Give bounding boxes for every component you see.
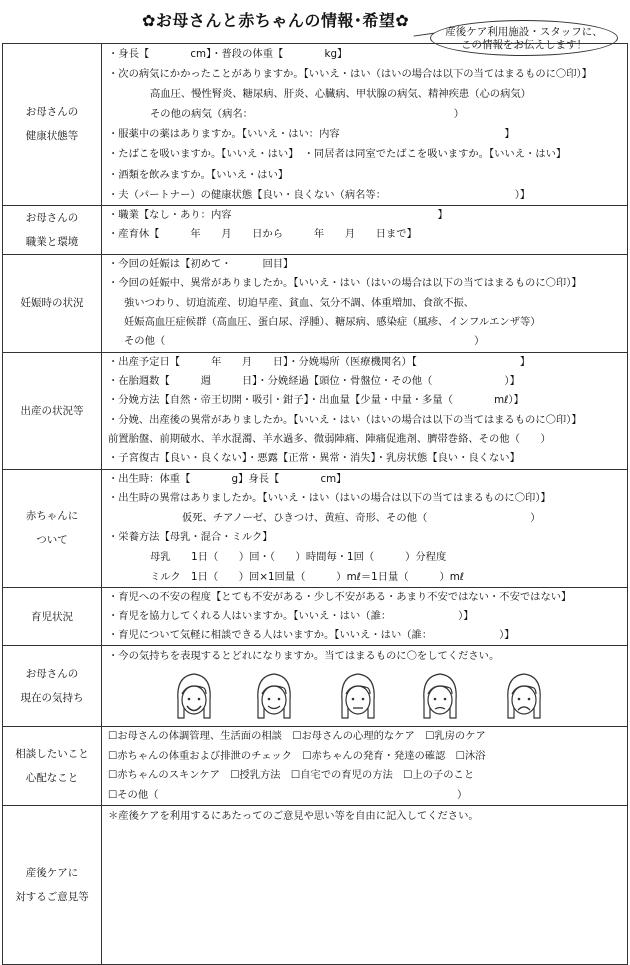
- form-line[interactable]: ・分娩方法【自然・帝王切開・吸引・鉗子】・出血量【少量・中量・多量（ mℓ）】: [108, 394, 524, 407]
- form-line[interactable]: その他の病気（病名： ）: [150, 108, 465, 121]
- form-section: [3, 205, 628, 254]
- consult-checkbox-line[interactable]: ☐赤ちゃんのスキンケア ☐授乳方法 ☐自宅での育児の方法 ☐上の子のこと: [108, 769, 475, 782]
- section-label: [3, 205, 102, 254]
- very-happy-face-icon[interactable]: [174, 670, 214, 722]
- form-section: [3, 44, 628, 206]
- section-label-line: 心配なこと: [25, 772, 79, 785]
- form-line[interactable]: ・次の病気にかかったことがありますか。【いいえ・はい（はいの場合は以下の当てはまるものに〇印）】: [108, 68, 592, 81]
- section-label-line: 相談したいこと: [15, 748, 89, 761]
- section-label: [3, 352, 102, 469]
- form-line[interactable]: 強いつわり、切迫流産、切迫早産、貧血、気分不調、体重増加、食欲不振、: [124, 296, 475, 309]
- section-label: [3, 588, 102, 646]
- section-content: [102, 727, 628, 806]
- feelings-question: ・今の気持ちを表現するとどれになりますか。当てはまるものに〇をしてください。: [108, 650, 500, 663]
- form-line[interactable]: ミルク 1日（ ）回×1回量（ ）mℓ＝1日量（ ）mℓ: [150, 570, 465, 583]
- form-section: [3, 352, 628, 469]
- section-content: [102, 646, 628, 727]
- consult-checkbox-line[interactable]: ☐お母さんの体調管理、生活面の相談 ☐お母さんの心理的なケア ☐乳房のケア: [108, 730, 486, 743]
- form-line[interactable]: ・産育休【 年 月 日から 年 月 日まで】: [108, 227, 417, 240]
- form-line[interactable]: ・今回の妊娠は【初めて・ 回目】: [108, 257, 294, 270]
- form-line[interactable]: ・たばこを吸いますか。【いいえ・はい】 ・同居者は同室でたばこを吸いますか。【いいえ・はい】: [108, 148, 567, 161]
- bubble-line-1: 産後ケア利用施設・スタッフに、: [445, 26, 603, 38]
- section-label: [3, 469, 102, 588]
- form-line[interactable]: ・服薬中の薬はありますか。【いいえ・はい：内容 】: [108, 128, 515, 141]
- form-line[interactable]: ・職業【なし・あり：内容 】: [108, 208, 448, 221]
- form-line[interactable]: ・栄養方法【母乳・混合・ミルク】: [108, 531, 273, 544]
- form-line[interactable]: 高血圧、慢性腎炎、糖尿病、肝炎、心臓病、甲状腺の病気、精神疾患（心の病気）: [150, 88, 531, 101]
- form-line[interactable]: ・今回の妊娠中、異常がありましたか。【いいえ・はい（はいの場合は以下の当てはまるものに〇印）】: [108, 277, 582, 290]
- form-line[interactable]: 母乳 1日（ ）回・（ ）時間毎・1回（ ）分程度: [150, 550, 447, 563]
- form-line[interactable]: ・育児を協力してくれる人はいますか。【いいえ・はい（誰： ）】: [108, 610, 474, 623]
- form-line[interactable]: ・分娩、出産後の異常がありましたか。【いいえ・はい（はいの場合は以下の当てはまるものに〇印）】: [108, 413, 582, 426]
- section-label-line: 対するご意見等: [15, 891, 89, 904]
- form-line[interactable]: ・育児について気軽に相談できる人はいますか。【いいえ・はい（誰： ）】: [108, 629, 515, 642]
- form-line[interactable]: ・在胎週数【 週 日】・分娩経過【頭位・骨盤位・その他（ ）】: [108, 375, 520, 388]
- form-section: [3, 469, 628, 588]
- section-content: [102, 44, 628, 206]
- form-line[interactable]: 妊娠高血圧症候群（高血圧、蛋白尿、浮腫）、糖尿病、感染症（風疹、インフルエンザ等）: [124, 315, 541, 328]
- section-content: [102, 205, 628, 254]
- form-line[interactable]: ・育児への不安の程度【とても不安がある・少し不安がある・あまり不安ではない・不安ではない】: [108, 591, 572, 604]
- section-label: [3, 254, 102, 352]
- form-line[interactable]: ・出生時：体重【 g】身長【 cm】: [108, 472, 347, 485]
- section-label-line: 育児状況: [31, 610, 73, 623]
- section-label-line: 職業と環境: [25, 235, 79, 248]
- consult-checkbox-line[interactable]: ☐その他（ ）: [108, 788, 468, 801]
- section-label: [3, 646, 102, 727]
- form-section: [3, 254, 628, 352]
- form-line[interactable]: ・出産予定日【 年 月 日】・分娩場所（医療機関名）【 】: [108, 355, 531, 368]
- neutral-face-icon[interactable]: [338, 670, 378, 722]
- section-label-line: 妊娠時の状況: [20, 297, 84, 310]
- opinion-text-area[interactable]: [102, 806, 628, 965]
- section-content: [102, 352, 628, 469]
- section-content: [102, 588, 628, 646]
- form-line[interactable]: その他（ ）: [124, 335, 485, 348]
- form-line[interactable]: 前置胎盤、前期破水、羊水混濁、羊水過多、微弱陣痛、陣痛促進剤、臍帯巻絡、その他（ ）: [108, 432, 551, 445]
- section-label: [3, 806, 102, 965]
- section-label: [3, 727, 102, 806]
- page-title: ✿お母さんと赤ちゃんの情報･希望✿: [142, 11, 410, 30]
- section-label-line: お母さんの: [25, 106, 79, 119]
- info-form-table: [2, 43, 628, 965]
- bubble-line-2: この情報をお伝えします！: [461, 39, 587, 51]
- opinion-instruction: ＊産後ケアを利用するにあたってのご意見や思い等を自由に記入してください。: [108, 810, 479, 823]
- opinion-blank: [102, 826, 627, 964]
- section-label: [3, 44, 102, 206]
- section-label-line: 出産の状況等: [20, 404, 84, 417]
- form-section: [3, 646, 628, 727]
- section-content: [102, 469, 628, 588]
- form-line[interactable]: 仮死、チアノーゼ、ひきつけ、黄疸、奇形、その他（ ）: [182, 511, 541, 524]
- consult-checkbox-line[interactable]: ☐赤ちゃんの体重および排泄のチェック ☐赤ちゃんの発育・発達の確認 ☐沐浴: [108, 749, 486, 762]
- section-label-line: 赤ちゃんに: [25, 510, 79, 523]
- section-label-line: お母さんの: [25, 668, 79, 681]
- section-label-line: 産後ケアに: [25, 867, 79, 880]
- section-content: [102, 254, 628, 352]
- form-line[interactable]: ・夫（パートナー）の健康状態【良い・良くない（病名等： ）】: [108, 188, 531, 201]
- happy-face-icon[interactable]: [254, 670, 294, 722]
- form-line[interactable]: ・出生時の異常はありましたか。【いいえ・はい（はいの場合は以下の当てはまるものに〇印）】: [108, 492, 551, 505]
- form-section: [3, 806, 628, 965]
- form-line[interactable]: ・身長【 cm】・普段の体重【 kg】: [108, 48, 348, 60]
- section-label-line: 健康状態等: [25, 130, 79, 143]
- form-section: [3, 588, 628, 646]
- form-line[interactable]: ・酒類を飲みますか。【いいえ・はい】: [108, 168, 289, 181]
- form-line[interactable]: ・子宮復古【良い・良くない】・悪露【正常・異常・消失】・乳房状態【良い・良くない】: [108, 452, 520, 465]
- faces-row: [102, 666, 627, 726]
- crying-face-icon[interactable]: [504, 670, 544, 722]
- worried-face-icon[interactable]: [420, 670, 460, 722]
- section-label-line: お母さんの: [25, 211, 79, 224]
- section-label-line: 現在の気持ち: [20, 692, 84, 705]
- form-section: [3, 727, 628, 806]
- section-label-line: ついて: [36, 534, 68, 547]
